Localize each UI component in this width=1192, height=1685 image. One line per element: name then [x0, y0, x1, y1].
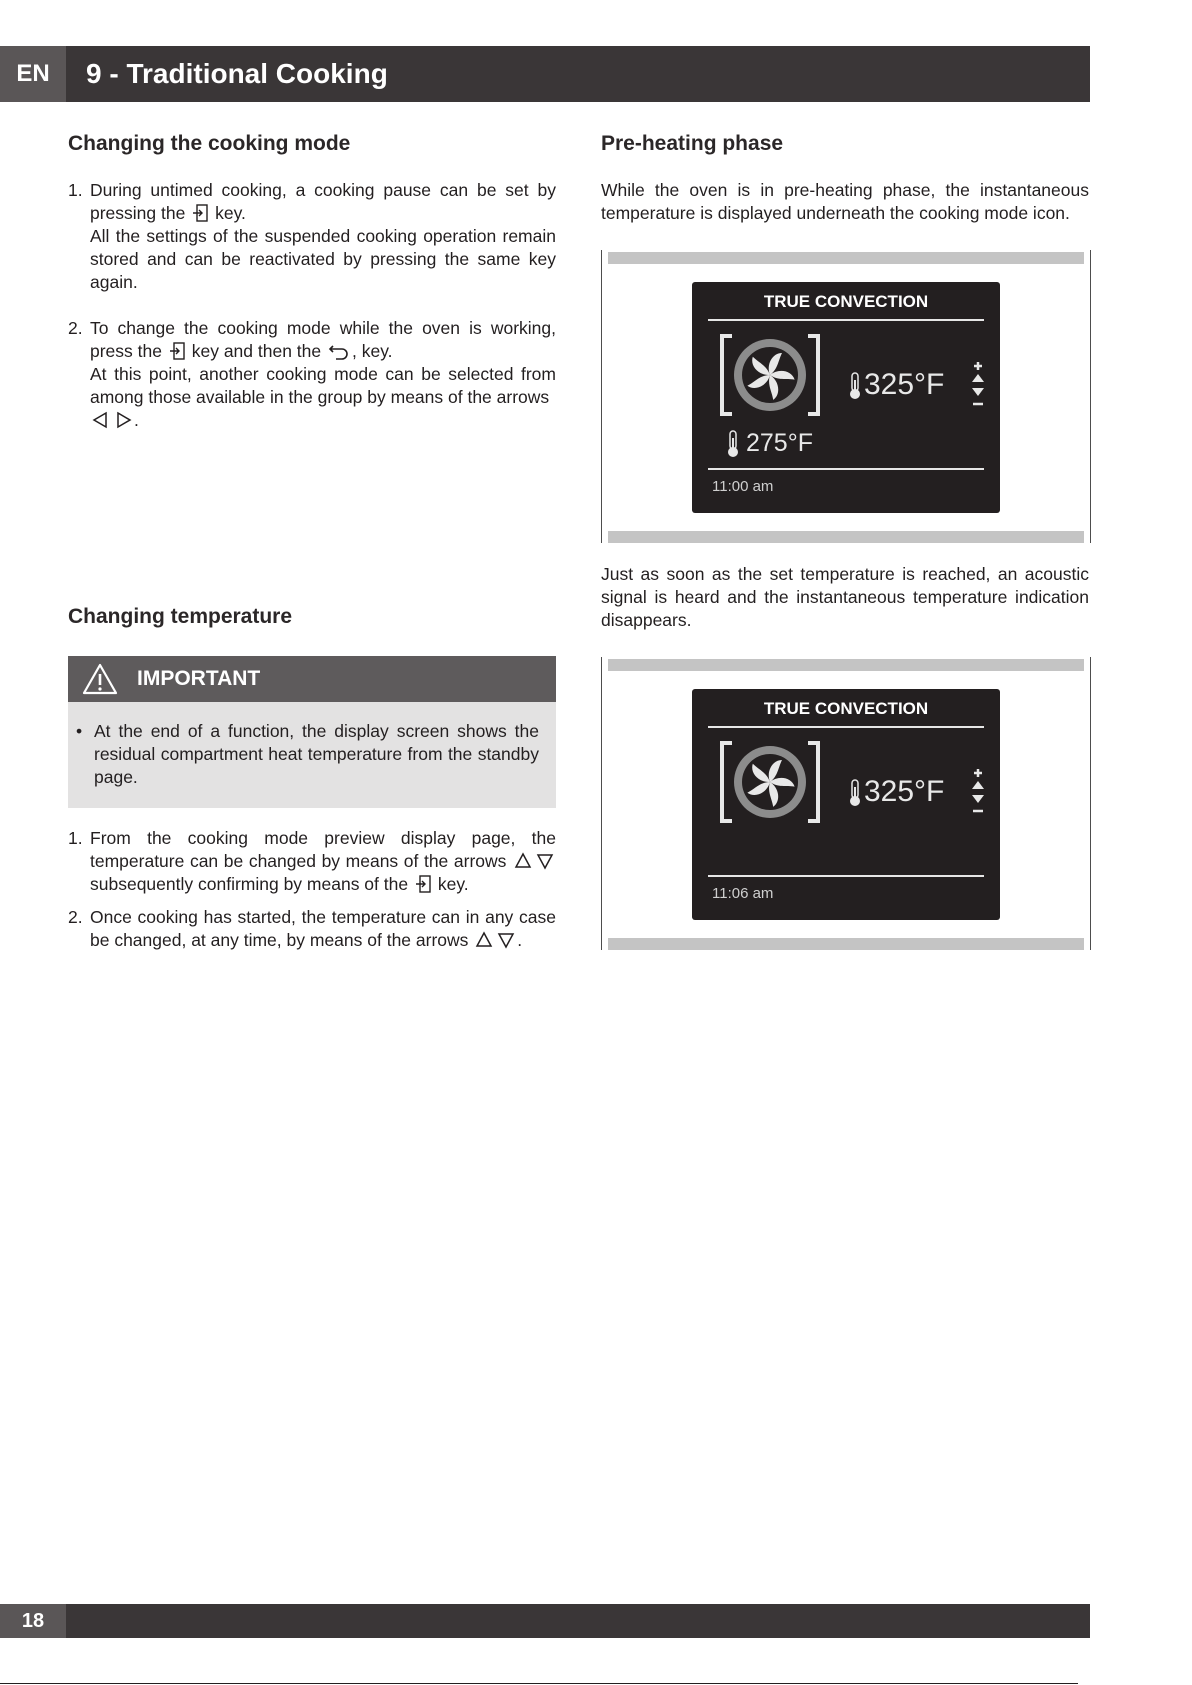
thermometer-icon: [726, 430, 740, 458]
section-title: 9 - Traditional Cooking: [86, 58, 388, 89]
display-divider: [708, 468, 984, 470]
preheat-paragraph: While the oven is in pre-heating phase, the instantaneous temperature is displayed underneath the cooking mode icon.: [601, 180, 1089, 223]
list-text: Once cooking has started, the temperature can in any case be changed, at any time, by means of the arrows: [90, 907, 556, 950]
bullet: •: [76, 721, 83, 741]
enter-key-icon: [169, 342, 185, 360]
cooking-mode-label: TRUE CONVECTION: [763, 699, 929, 718]
heading-changing-cooking-mode: Changing the cooking mode: [68, 132, 351, 155]
list-item: [68, 317, 556, 432]
important-body: [68, 702, 556, 808]
temperature-list: [68, 827, 556, 952]
left-right-arrows-icon: [92, 411, 132, 429]
temperature-reached-paragraph: Just as soon as the set temperature is reached, an acoustic signal is heard and the instantaneous temperature indication disappears.: [601, 564, 1089, 630]
clock-time: 11:00 am: [712, 478, 774, 495]
list-text: key and then the: [191, 341, 322, 361]
list-text: .: [134, 410, 139, 430]
list-item: [68, 827, 556, 896]
list-text: key.: [215, 203, 246, 223]
list-text: From the cooking mode preview display page, the temperature can be changed by means of the arrows: [90, 828, 556, 871]
list-number: 2.: [68, 907, 83, 927]
figure-top-bar: [608, 659, 1084, 671]
list-number: 2.: [68, 318, 83, 338]
display-divider: [708, 319, 984, 321]
list-item: [68, 906, 556, 952]
fan-icon: [718, 334, 822, 416]
back-key-icon: [328, 344, 350, 360]
list-number: 1.: [68, 180, 83, 200]
important-text: At the end of a function, the display screen shows the residual compartment heat temperature from the standby page.: [94, 721, 539, 787]
enter-key-icon: [415, 875, 431, 893]
current-temperature: 275°F: [746, 429, 813, 457]
oven-display: [692, 689, 1000, 920]
important-note: [76, 720, 539, 789]
list-number: 1.: [68, 828, 83, 848]
clock-time: 11:06 am: [712, 885, 774, 902]
heading-pre-heating-phase: Pre-heating phase: [601, 132, 784, 155]
figure-bottom-bar: [608, 531, 1084, 543]
important-title: IMPORTANT: [137, 667, 261, 690]
cooking-mode-label: TRUE CONVECTION: [763, 292, 929, 311]
thermometer-icon: [848, 372, 862, 400]
figure-bottom-bar: [608, 938, 1084, 950]
list-text: During untimed cooking, a cooking pause can be set by pressing the: [90, 180, 556, 223]
display-figure-2: [601, 657, 1091, 950]
set-temperature: 325°F: [864, 775, 945, 808]
list-item: [68, 179, 556, 294]
display-divider: [708, 726, 984, 728]
temperature-adjust-icon: [970, 360, 986, 410]
figure-top-bar: [608, 252, 1084, 264]
language-tab: EN: [0, 46, 66, 102]
thermometer-icon: [848, 779, 862, 807]
display-figure-1: [601, 250, 1091, 543]
up-down-arrows-icon: [514, 852, 554, 870]
list-text: , key.: [352, 341, 393, 361]
display-divider: [708, 875, 984, 877]
heading-changing-temperature: Changing temperature: [68, 605, 293, 628]
up-down-arrows-icon: [475, 931, 515, 949]
warning-icon: [82, 663, 118, 695]
bottom-rule: [0, 1683, 1078, 1684]
fan-icon: [718, 741, 822, 823]
page-number: 18: [0, 1604, 66, 1638]
set-temperature: 325°F: [864, 368, 945, 401]
list-text: subsequently confirming by means of the: [90, 874, 409, 894]
list-text: .: [517, 930, 523, 950]
list-text: All the settings of the suspended cooking operation remain stored and can be reactivated by pressing the same key again.: [90, 226, 556, 292]
list-text: To change the cooking mode while the oven is working, press the: [90, 318, 556, 361]
temperature-adjust-icon: [970, 767, 986, 817]
enter-key-icon: [192, 204, 208, 222]
list-text: key.: [437, 874, 469, 894]
cooking-mode-list: [68, 179, 556, 432]
footer-bar: [0, 1604, 1090, 1638]
oven-display: [692, 282, 1000, 513]
list-text: At this point, another cooking mode can be selected from among those available in the group by means of the arrows: [90, 364, 556, 407]
